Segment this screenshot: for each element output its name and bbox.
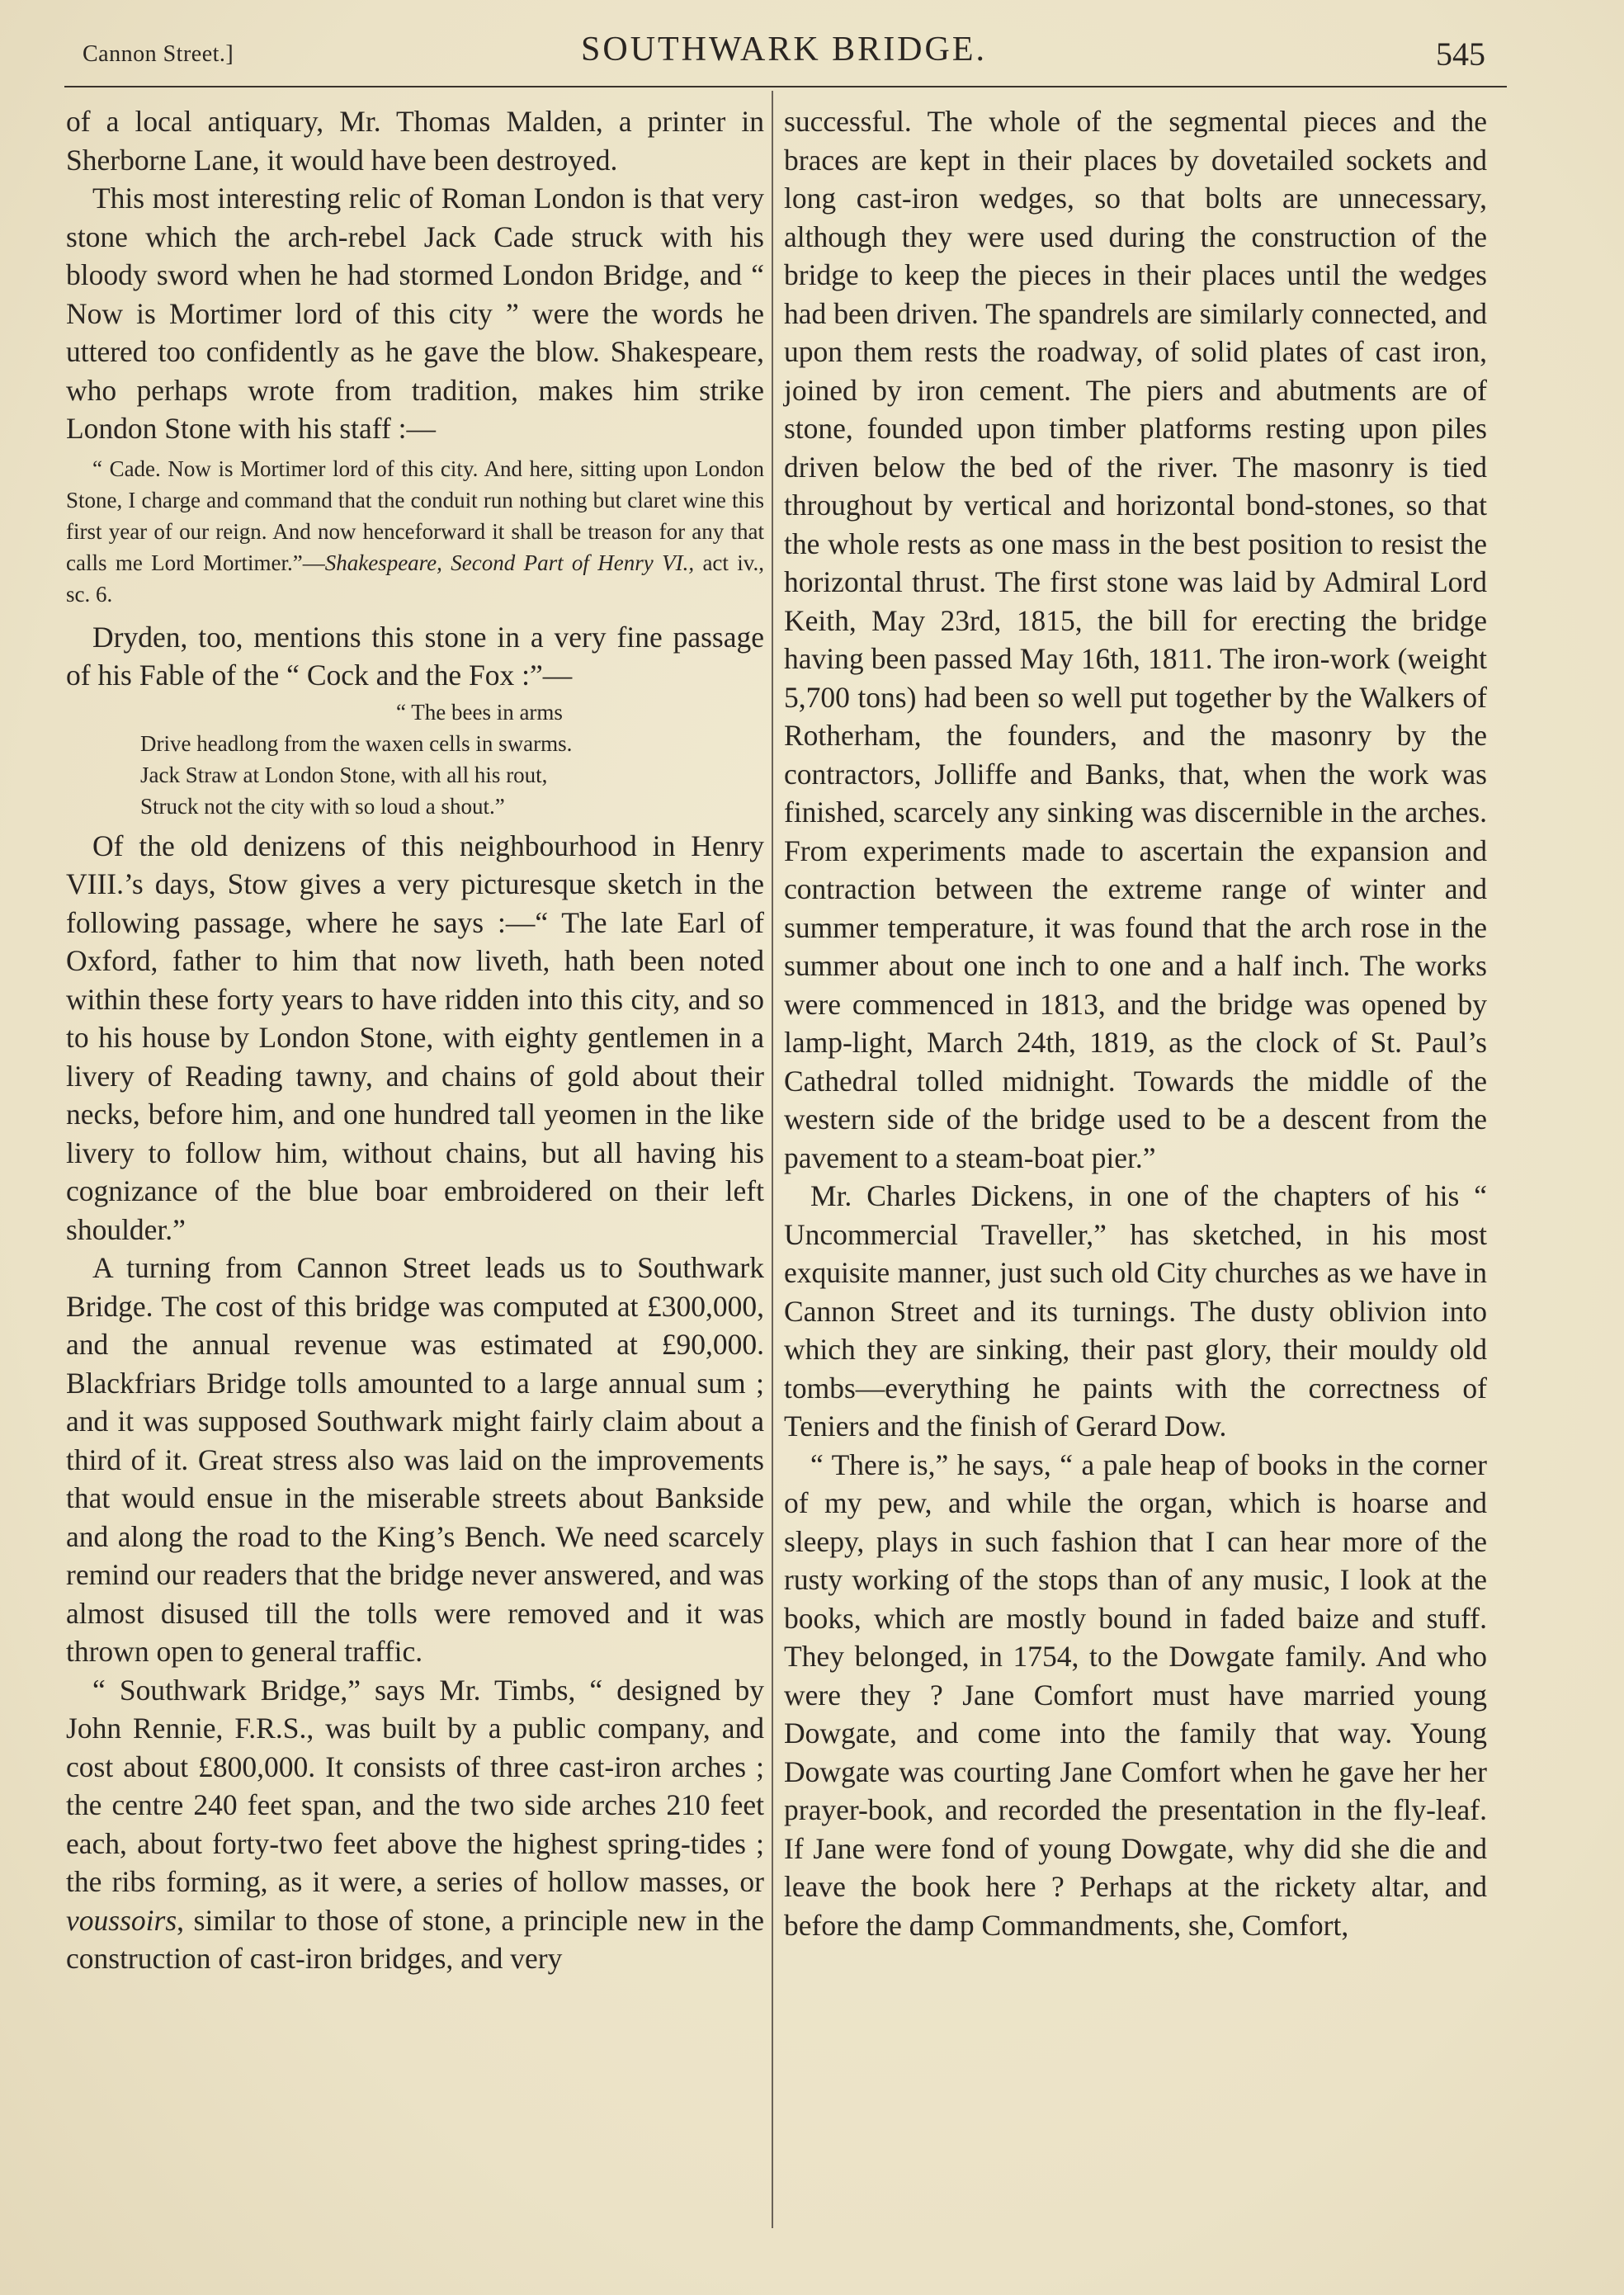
page-header: [83, 23, 1485, 81]
verse-quote: [66, 697, 764, 822]
paragraph-text: , similar to those of stone, a principle new in the construction of cast-iron bridges, and very: [66, 1903, 764, 1975]
quote-text: “ Cade. Now is Mortimer lord of this city. And here, sitting upon London Stone, I charge and command that the conduit run nothing but claret wine this first year of our reign. And now henceforward it shall be treason for any that calls me Lord Mortimer.”—: [66, 456, 764, 575]
column-divider: [772, 91, 773, 2228]
quote-act: act iv., sc. 6.: [66, 550, 765, 607]
verse-line: Jack Straw at London Stone, with all his rout,: [140, 762, 548, 787]
paragraph: [66, 1671, 764, 1978]
paragraph: of a local antiquary, Mr. Thomas Malden, a printer in Sherborne Lane, it would have been destroyed.: [66, 105, 764, 177]
header-rule: [64, 86, 1507, 87]
paragraph: A turning from Cannon Street leads us to Southwark Bridge. The cost of this bridge was computed at £300,000, and the annual revenue was estimated at £90,000. Blackfriars Bridge tolls amounted to a large annual sum ; and it was supposed Southwark might fairly claim about a third of it. Great stress also was laid on the improvements that would ensue in the miserable streets about Bankside and along the road to the King’s Bench. We need scarcely remind our readers that the bridge never answered, and was almost disused till the tolls were removed and it was thrown open to general traffic.: [66, 1251, 764, 1668]
italic-term: voussoirs: [66, 1903, 177, 1937]
page-number: 545: [1436, 35, 1485, 73]
paragraph: successful. The whole of the segmental pieces and the braces are kept in their places by dovetailed sockets and long cast-iron wedges, so that bolts are unnecessary, although they were used during the construction of the bridge to keep the pieces in their places until the wedges had been driven. The spandrels are similarly connected, and upon them rests the roadway, of solid plates of cast iron, joined by iron cement. The piers and abutments are of stone, founded upon timber platforms resting upon piles driven below the bed of the river. The masonry is tied throughout by vertical and horizontal bond-stones, so that the whole rests as one mass in the best position to resist the horizontal thrust. The first stone was laid by Admiral Lord Keith, May 23rd, 1815, the bill for erecting the bridge having been passed May 16th, 1811. The iron-work (weight 5,700 tons) had been so well put together by the Walkers of Rotherham, the founders, and the masonry by the contractors, Jolliffe and Banks, that, when the work was finished, scarcely any sinking was discernible in the arches. From experiments made to ascertain the expansion and contraction between the extreme range of winter and summer temperature, it was found that the arch rose in the summer about one inch to one and a half inch. The works were commenced in 1813, and the bridge was opened by lamp-light, March 24th, 1819, as the clock of St. Paul’s Cathedral tolled midnight. Towards the middle of the western side of the bridge used to be a descent from the pavement to a steam-boat pier.”: [784, 105, 1487, 1174]
right-column: [784, 102, 1487, 1944]
verse-line: “ The bees in arms: [396, 699, 563, 725]
paragraph: This most interesting relic of Roman London is that very stone which the arch-rebel Jack Cade struck with his bloody sword when he had stormed London Bridge, and “ Now is Mortimer lord of this city ” were the words he uttered too confidently as he gave the blow. Shakespeare, who perhaps wrote from tradition, makes him strike London Stone with his staff :—: [66, 182, 764, 445]
running-title: SOUTHWARK BRIDGE.: [581, 31, 987, 68]
left-column: [66, 102, 764, 1978]
paragraph: “ There is,” he says, “ a pale heap of books in the corner of my pew, and while the organ, which is hoarse and sleepy, plays in such fashion that I can hear more of the rusty working of the stops than of any music, I look at the books, which are mostly bound in faded baize and stuff. They belonged, in 1754, to the Dowgate family. And who were they ? Jane Comfort must have married young Dowgate, and come into the family that way. Young Dowgate was courting Jane Comfort when he gave her her prayer-book, and recorded the presentation in the fly-leaf. If Jane were fond of young Dowgate, why did she die and leave the book here ? Perhaps at the rickety altar, and before the damp Commandments, she, Comfort,: [784, 1447, 1487, 1942]
running-head-left: Cannon Street.]: [83, 41, 234, 67]
paragraph: Mr. Charles Dickens, in one of the chapters of his “ Uncommercial Traveller,” has sketched, in his most exquisite manner, just such old City churches as we have in Cannon Street and its turnings. The dusty oblivion into which they are sinking, their past glory, their mouldy old tombs—everything he paints with the correctness of Teniers and the finish of Gerard Dow.: [784, 1179, 1487, 1443]
paragraph-text: “ Southwark Bridge,” says Mr. Timbs, “ designed by John Rennie, F.R.S., was built by a public company, and cost about £800,000. It consists of three cast-iron arches ; the centre 240 feet span, and the two side arches 210 feet each, about forty-two feet above the highest spring-tides ; the ribs forming, as it were, a series of hollow masses, or: [66, 1673, 764, 1898]
paragraph: Dryden, too, mentions this stone in a very fine passage of his Fable of the “ Cock and the Fox :”—: [66, 620, 764, 692]
paragraph: Of the old denizens of this neighbourhood in Henry VIII.’s days, Stow gives a very picturesque sketch in the following passage, where he says :—“ The late Earl of Oxford, father to him that now liveth, hath been noted within these forty years to have ridden into this city, and so to his house by London Stone, with eighty gentlemen in a livery of Reading tawny, and chains of gold about their necks, before him, and one hundred tall yeomen in the like livery to follow him, without chains, but all having his cognizance of the blue boar embroidered on their left shoulder.”: [66, 829, 764, 1246]
quote-source: Shakespeare, Second Part of Henry VI.,: [324, 550, 695, 575]
block-quote: [66, 453, 764, 610]
verse-line: Drive headlong from the waxen cells in swarms.: [140, 730, 573, 756]
verse-line: Struck not the city with so loud a shout.”: [140, 793, 505, 819]
